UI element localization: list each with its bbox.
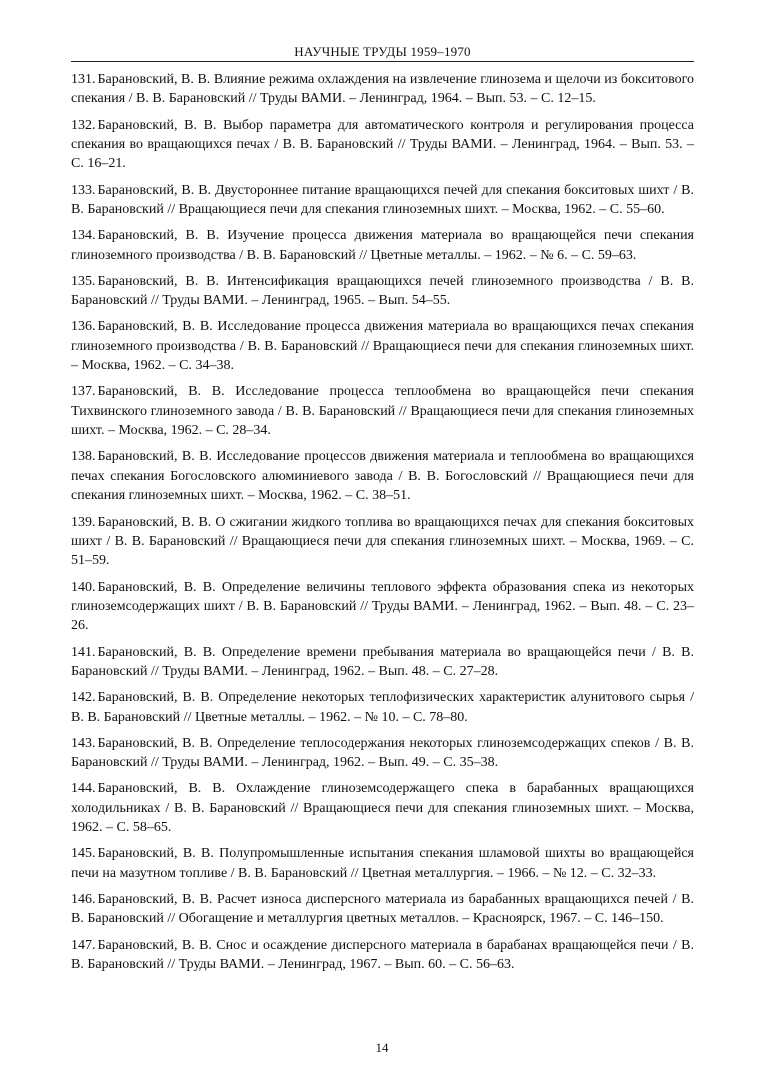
entry-text: Барановский, В. В. Определение некоторых теплофизических характеристик алунитового сырья / В. В. Барановский // Цветные металлы. – 1962. – № 10. – С. 78–80.: [71, 690, 694, 725]
entry-number: 132.: [71, 117, 96, 133]
entry-text: Барановский, В. В. Определение величины теплового эффекта образования спека из некоторых глиноземсодержащих шихт / В. В. Барановский // Труды ВАМИ. – Ленинград, 1962. – Вып. 48. – С. 23–26.: [71, 579, 694, 634]
entry-text: Барановский, В. В. Определение времени пребывания материала во вращающейся печи / В. В. Барановский // Труды ВАМИ. – Ленинград, 1962. – Вып. 48. – С. 27–28.: [71, 644, 694, 679]
bibliography-entry: [71, 447, 694, 505]
entry-text: Барановский, В. В. Исследование процесса теплообмена во вращающейся печи спекания Тихвинского глиноземного завода / В. В. Барановский // Вращающиеся печи для спекания глиноземных шихт. – Москва, 1962. – С. 28–34.: [71, 384, 694, 439]
entry-number: 146.: [71, 891, 96, 907]
entry-number: 141.: [71, 644, 96, 660]
entry-number: 142.: [71, 690, 96, 706]
entry-number: 147.: [71, 937, 96, 953]
bibliography-list: [71, 70, 694, 981]
entry-number: 136.: [71, 319, 96, 335]
header-rule: [71, 61, 694, 62]
entry-text: Барановский, В. В. Влияние режима охлаждения на извлечение глинозема и щелочи из бокситового спекания / В. В. Барановский // Труды ВАМИ. – Ленинград, 1964. – Вып. 53. – С. 12–15.: [71, 72, 694, 107]
bibliography-entry: [71, 779, 694, 837]
entry-number: 135.: [71, 273, 96, 289]
bibliography-entry: [71, 513, 694, 571]
running-header: НАУЧНЫЕ ТРУДЫ 1959–1970: [294, 44, 471, 59]
page-number: 14: [375, 1040, 389, 1055]
bibliography-entry: [71, 844, 694, 883]
entry-text: Барановский, В. В. Исследование процесса движения материала во вращающихся печах спекания глиноземного производства / В. В. Барановский // Вращающиеся печи для спекания глиноземных шихт. – Москва, 1962. – С. 34–38.: [71, 319, 694, 374]
entry-number: 134.: [71, 228, 96, 244]
bibliography-entry: [71, 70, 694, 109]
entry-number: 140.: [71, 579, 96, 595]
bibliography-entry: [71, 936, 694, 975]
bibliography-entry: [71, 382, 694, 440]
entry-number: 131.: [71, 72, 96, 87]
entry-text: Барановский, В. В. Двустороннее питание вращающихся печей для спекания бокситовых шихт / В. В. Барановский // Вращающиеся печи для спекания глиноземных шихт. – Москва, 1962. – С. 55–60.: [71, 182, 694, 218]
entry-number: 144.: [71, 781, 96, 797]
bibliography-entry: [71, 643, 694, 682]
bibliography-entry: [71, 890, 694, 929]
entry-text: Барановский, В. В. Охлаждение глиноземсодержащего спека в барабанных вращающихся холодильниках / В. В. Барановский // Вращающиеся печи для спекания глиноземных шихт. – Москва, 1962. – С. 58–65.: [71, 781, 694, 836]
bibliography-entry: [71, 116, 694, 174]
entry-text: Барановский, В. В. О сжигании жидкого топлива во вращающихся печах для спекания бокситовых шихт / В. В. Барановский // Вращающиеся печи для спекания глиноземных шихт. – Москва, 1969. – С. 51–59.: [71, 514, 694, 569]
entry-text: Барановский, В. В. Расчет износа дисперсного материала из барабанных вращающихся печей / В. В. Барановский // Обогащение и металлургия цветных металлов. – Красноярск, 1967. – С. 146–150.: [71, 891, 694, 927]
entry-number: 138.: [71, 449, 96, 465]
entry-number: 145.: [71, 846, 96, 862]
bibliography-entry: [71, 272, 694, 311]
bibliography-entry: [71, 226, 694, 265]
bibliography-entry: [71, 734, 694, 773]
entry-text: Барановский, В. В. Исследование процессов движения материала и теплообмена во вращающихся печах спекания Богословского алюминиевого завода / В. В. Богословский // Вращающиеся печи для спекания глиноземных шихт. – Москва, 1962. – С. 38–51.: [71, 449, 694, 504]
entry-text: Барановский, В. В. Определение теплосодержания некоторых глиноземсодержащих спеков / В. В. Барановский // Труды ВАМИ. – Ленинград, 1962. – Вып. 49. – С. 35–38.: [71, 735, 694, 771]
entry-text: Барановский, В. В. Полупромышленные испытания спекания шламовой шихты во вращающейся печи на мазутном топливе / В. В. Барановский // Цветная металлургия. – 1966. – № 12. – С. 32–33.: [71, 846, 694, 881]
entry-text: Барановский, В. В. Выбор параметра для автоматического контроля и регулирования процесса спекания во вращающихся печах / В. В. Барановский // Труды ВАМИ. – Ленинград, 1964. – Вып. 53. – С. 16–21.: [71, 117, 694, 172]
entry-number: 137.: [71, 384, 96, 400]
bibliography-entry: [71, 688, 694, 727]
entry-text: Барановский, В. В. Интенсификация вращающихся печей глиноземного производства / В. В. Барановский // Труды ВАМИ. – Ленинград, 1965. – Вып. 54–55.: [71, 273, 694, 309]
bibliography-entry: [71, 317, 694, 375]
entry-number: 133.: [71, 182, 96, 198]
bibliography-entry: [71, 578, 694, 636]
entry-text: Барановский, В. В. Снос и осаждение дисперсного материала в барабанах вращающейся печи / В. В. Барановский // Труды ВАМИ. – Ленинград, 1967. – Вып. 60. – С. 56–63.: [71, 937, 694, 972]
entry-text: Барановский, В. В. Изучение процесса движения материала во вращающейся печи спекания глиноземного производства / В. В. Барановский // Цветные металлы. – 1962. – № 6. – С. 59–63.: [71, 228, 694, 263]
entry-number: 139.: [71, 514, 96, 530]
entry-number: 143.: [71, 735, 96, 751]
bibliography-entry: [71, 181, 694, 220]
